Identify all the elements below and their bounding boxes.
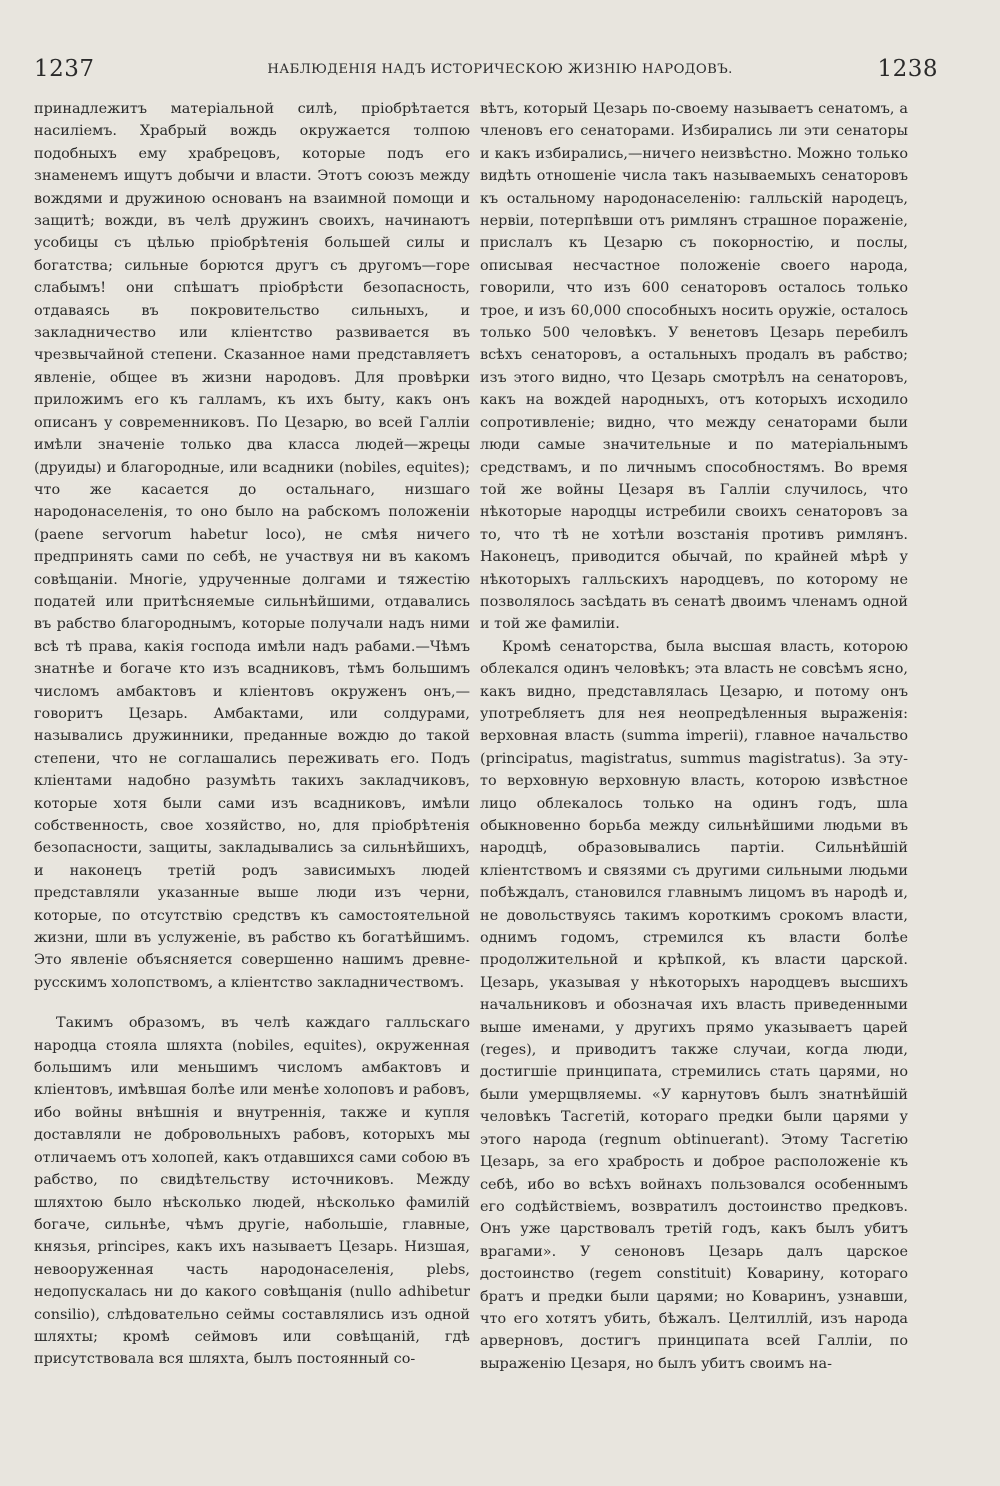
paragraph: Кромѣ сенаторства, была высшая власть, которою облекался одинъ человѣкъ; эта власть не совсѣмъ ясно, какъ видно, представлялась Цезарю, и потому онъ употребляетъ для нея неопредѣленныя выраженія: верховная власть (summa imperii), главное начальство (principatus, magistratus, summus magistratus). За эту-то верховную верховную власть, которою извѣстное лицо облекалось только на одинъ годъ, шла обыкновенно борьба между сильнѣйшими людьми въ народцѣ, образовывались партіи. Сильнѣйшій кліентствомъ и связями съ другими сильными людьми побѣждалъ, становился главнымъ лицомъ въ народѣ и, не довольствуясь такимъ короткимъ срокомъ власти, однимъ годомъ, стремился къ власти болѣе продолжительной и крѣпкой, къ власти царской. Цезарь, указывая у нѣкоторыхъ народцевъ высшихъ начальниковъ и обозначая ихъ власть приведенными выше именами, у другихъ прямо указываетъ царей (reges), и приводитъ также случаи, когда люди, достигшіе принципата, стремились стать царями, но были умерщвляемы. «У карнутовъ былъ знатнѣйшій человѣкъ Тасгетій, котораго предки были царями у этого народа (regnum obtinuerant). Этому Тасгетію Цезарь, за его храбрость и доброе расположеніе къ себѣ, ибо во всѣхъ войнахъ пользовался особеннымъ его содѣйствіемъ, возвратилъ достоинство предковъ. Онъ уже царствовалъ третій годъ, какъ былъ убитъ врагами». У сеноновъ Цезарь далъ царское достоинство (regem constituit) Коварину, котораго братъ и предки были царями; но Коваринъ, узнавши, что его хотятъ убить, бѣжалъ. Целтиллій, изъ народа арверновъ, достигъ принципата всей Галліи, по выраженію Цезаря, но былъ убитъ своимъ на- bbox=[480, 638, 908, 1372]
right-page-number: 1238 bbox=[877, 56, 938, 82]
left-page-number: 1237 bbox=[34, 56, 95, 82]
right-column bbox=[480, 98, 908, 1375]
left-column bbox=[34, 98, 470, 1371]
paragraph: вѣтъ, который Цезарь по-своему называетъ сенатомъ, а членовъ его сенаторами. Избирались ли эти сенаторы и какъ избирались,—ничего неизвѣстно. Можно только видѣть отношеніе числа такъ называемыхъ сенаторовъ къ остальному народонаселенію: галльскій народецъ, нервіи, потерпѣвши отъ римлянъ страшное пораженіе, прислалъ къ Цезарю съ покорностію, и послы, описывая несчастное положеніе своего народа, говорили, что изъ 600 сенаторовъ осталось только трое, и изъ 60,000 способныхъ носить оружіе, осталось только 500 человѣкъ. У венетовъ Цезарь перебилъ всѣхъ сенаторовъ, а остальныхъ продалъ въ рабство; изъ этого видно, что Цезарь смотрѣлъ на сенаторовъ, какъ на вождей народныхъ, отъ которыхъ исходило сопротивленіе; видно, что между сенаторами были люди самые значительные и по матеріальнымъ средствамъ, и по личнымъ способностямъ. Во время той же войны Цезаря въ Галліи случилось, что нѣкоторые народцы истребили своихъ сенаторовъ за то, что тѣ не хотѣли возстанія противъ римлянъ. Наконецъ, приводится обычай, по крайней мѣрѣ у нѣкоторыхъ галльскихъ народцевъ, по которому не позволялось засѣдать въ сенатѣ двоимъ членамъ одной и той же фамиліи. bbox=[480, 101, 908, 633]
running-title: НАБЛЮДЕНІЯ НАДЪ ИСТОРИЧЕСКОЮ ЖИЗНІЮ НАРОДОВЪ. bbox=[267, 62, 733, 77]
paragraph: принадлежитъ матеріальной силѣ, пріобрѣтается насиліемъ. Храбрый вождь окружается толпою подобныхъ ему храбрецовъ, которые подъ его знаменемъ ищутъ добычи и власти. Этотъ союзъ между вождями и дружиною основанъ на взаимной помощи и защитѣ; вожди, въ челѣ дружинъ своихъ, начинаютъ усобицы съ цѣлью пріобрѣтенія большей силы и богатства; сильные борются другъ съ другомъ—горе слабымъ! они спѣшатъ пріобрѣсти безопасность, отдаваясь въ покровительство сильныхъ, и закладничество или кліентство развивается въ чрезвычайной степени. Сказанное нами представляетъ явленіе, общее въ жизни народовъ. Для провѣрки приложимъ его къ галламъ, къ ихъ быту, какъ онъ описанъ у современниковъ. По Цезарю, во всей Галліи имѣли значеніе только два класса людей—жрецы (друиды) и благородные, или всадники (nobiles, equites); что же касается до остальнаго, низшаго народонаселенія, то оно было на рабскомъ положеніи (paene servorum habetur loco), не смѣя ничего предпринять сами по себѣ, не участвуя ни въ какомъ совѣщаніи. Многіе, удрученные долгами и тяжестію податей или притѣсняемые сильнѣйшими, отдавались въ рабство благороднымъ, которые получали надъ ними всѣ тѣ права, какія господа имѣли надъ рабами.—Чѣмъ знатнѣе и богаче кто изъ всадниковъ, тѣмъ большимъ числомъ амбактовъ и кліентовъ окруженъ онъ,—говоритъ Цезарь. Амбактами, или солдурами, назывались дружинники, преданные вождю до такой степени, что не соглашались переживать его. Подъ кліентами надобно разумѣть такихъ закладчиковъ, которые хотя были сами изъ всадниковъ, имѣли собственность, свое хозяйство, но, для пріобрѣтенія безопасности, защиты, закладывались за сильнѣйшихъ, и наконецъ третій родъ зависимыхъ людей представляли указанные выше люди изъ черни, которые, по отсутствію средствъ къ самостоятельной жизни, шли въ услуженіе, въ рабство къ богатѣйшимъ. Это явленіе объясняется совершенно нашимъ древне-русскимъ холопствомъ, а кліентство закладничествомъ. bbox=[34, 101, 470, 991]
paragraph: Такимъ образомъ, въ челѣ каждаго галльскаго народца стояла шляхта (nobiles, equites), окруженная большимъ или меньшимъ числомъ амбактовъ и кліентовъ, имѣвшая болѣе или менѣе холоповъ и рабовъ, ибо войны внѣшнія и внутреннія, также и купля доставляли не добровольныхъ рабовъ, которыхъ мы отличаемъ отъ холопей, какъ отдавшихся сами собою въ рабство, по свидѣтельству источниковъ. Между шляхтою было нѣсколько людей, нѣсколько фамилій богаче, сильнѣе, чѣмъ другіе, набольшіе, главные, князья, principes, какъ ихъ называетъ Цезарь. Низшая, невооруженная часть народонаселенія, plebs, недопускалась ни до какого совѣщанія (nullo adhibetur consilio), слѣдовательно сеймы составлялись изъ одной шляхты; кромѣ сеймовъ или совѣщаній, гдѣ присутствовала вся шляхта, былъ постоянный со- bbox=[34, 1015, 470, 1368]
